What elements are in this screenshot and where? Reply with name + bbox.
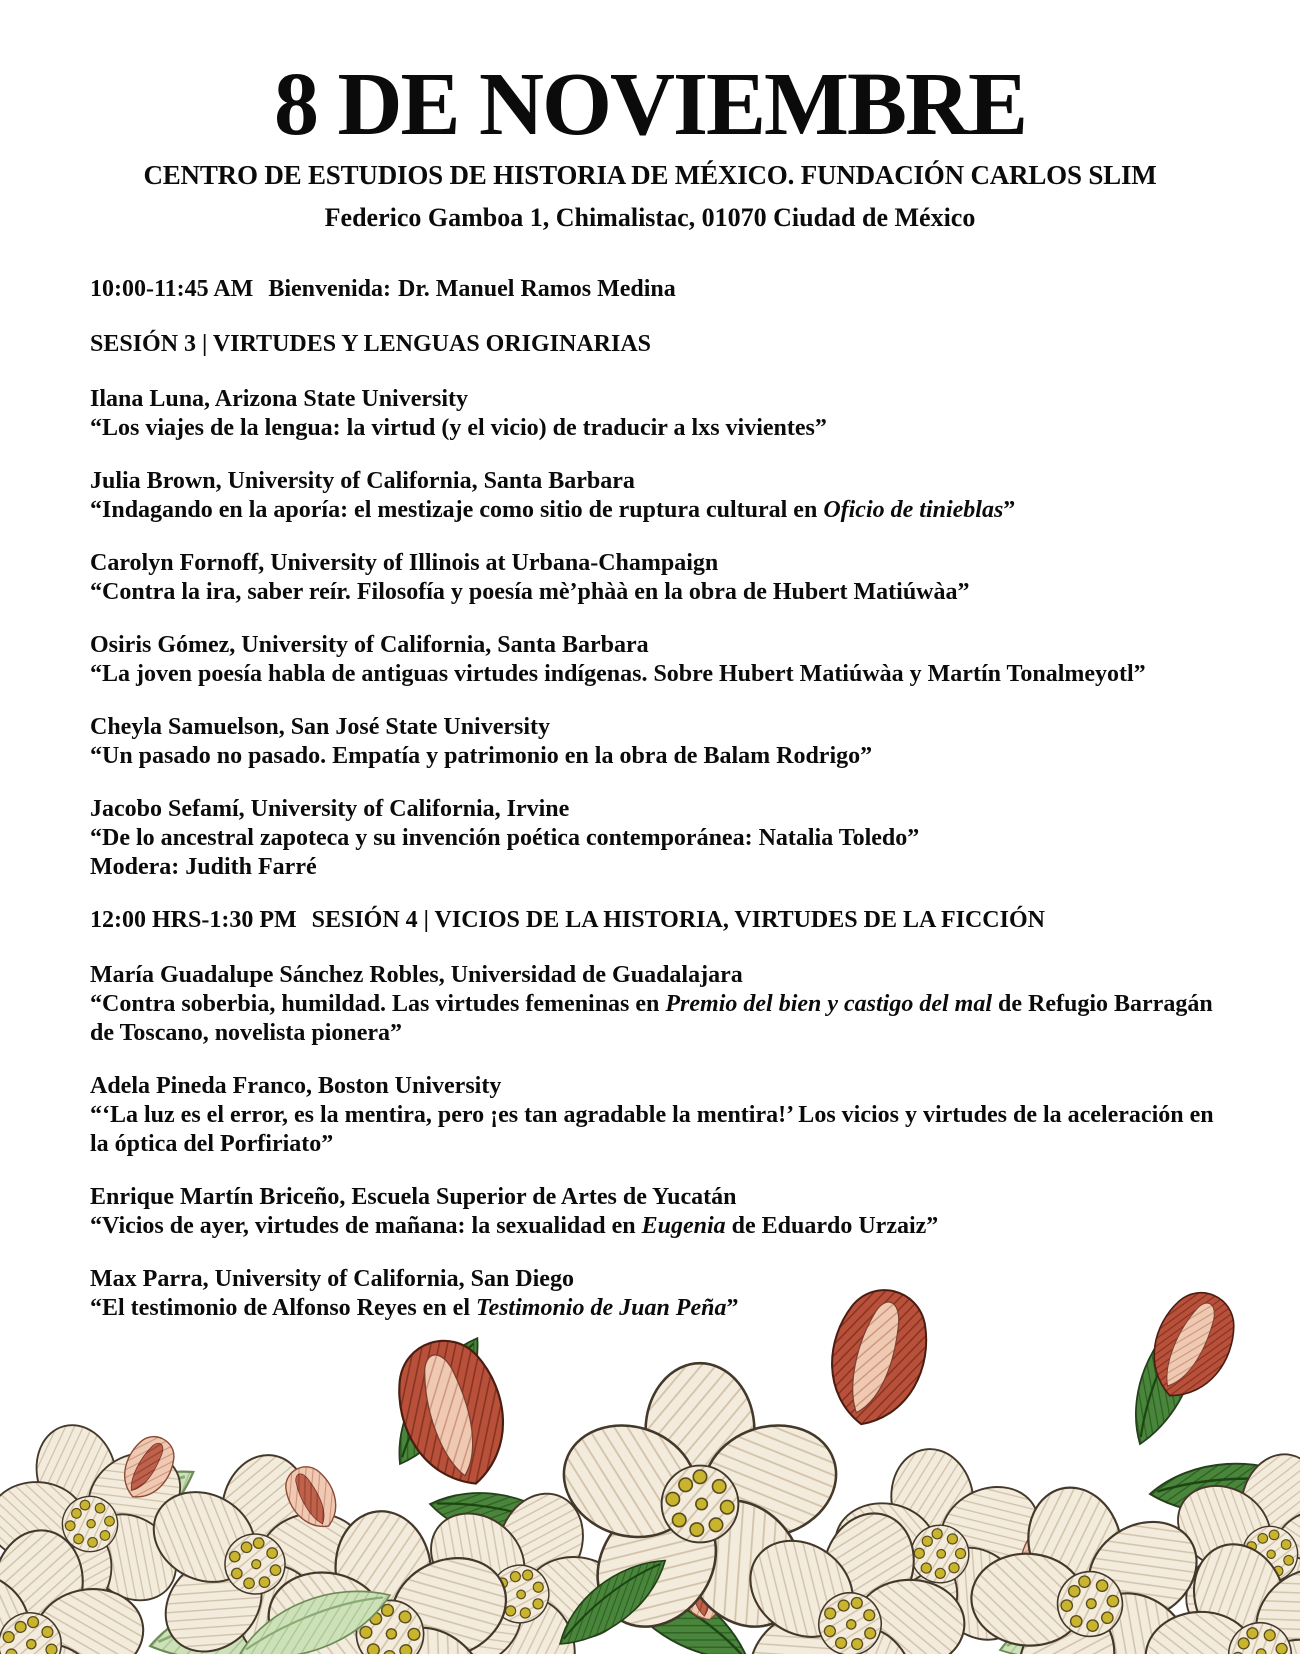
talk-speaker: María Guadalupe Sánchez Robles, Universidad de Guadalajara xyxy=(90,962,743,988)
moderator-line: Modera: Judith Farré xyxy=(90,854,317,880)
header xyxy=(0,0,1300,233)
welcome-time: 10:00-11:45 AM xyxy=(90,276,254,302)
talk-title: “‘La luz es el error, es la mentira, pero ¡es tan agradable la mentira!’ Los vicios y virtudes de la aceleración en la óptica del Porfiriato” xyxy=(90,1102,1214,1157)
session4-heading xyxy=(90,906,1215,935)
talk-title: “Indagando en la aporía: el mestizaje como sitio de ruptura cultural en Oficio de tinieblas” xyxy=(90,497,1016,523)
venue-address: Federico Gamboa 1, Chimalistac, 01070 Ciudad de México xyxy=(324,203,976,232)
talk-title: “De lo ancestral zapoteca y su invención poética contemporánea: Natalia Toledo” xyxy=(90,825,920,851)
session3-heading: SESIÓN 3 | VIRTUDES Y LENGUAS ORIGINARIAS xyxy=(90,331,652,357)
talk-block xyxy=(90,1072,1215,1159)
talk-speaker: Osiris Gómez, University of California, Santa Barbara xyxy=(90,632,649,658)
talk-title: “Contra la ira, saber reír. Filosofía y poesía mè’phàà en la obra de Hubert Matiúwàa” xyxy=(90,579,970,605)
talk-title: “El testimonio de Alfonso Reyes en el Testimonio de Juan Peña” xyxy=(90,1295,739,1321)
talk-block xyxy=(90,795,1215,882)
talk-speaker: Enrique Martín Briceño, Escuela Superior de Artes de Yucatán xyxy=(90,1184,737,1210)
talk-block xyxy=(90,1183,1215,1241)
welcome-speaker: Dr. Manuel Ramos Medina xyxy=(398,276,676,302)
welcome-line xyxy=(90,275,1215,304)
session4-title: SESIÓN 4 | VICIOS DE LA HISTORIA, VIRTUDES DE LA FICCIÓN xyxy=(311,907,1045,933)
talk-block xyxy=(90,961,1215,1048)
talk-speaker: Adela Pineda Franco, Boston University xyxy=(90,1073,502,1099)
session4-time: 12:00 HRS-1:30 PM xyxy=(90,907,297,933)
talk-block xyxy=(90,549,1215,607)
floral-illustration xyxy=(0,1254,1300,1654)
talk-speaker: Max Parra, University of California, San Diego xyxy=(90,1266,574,1292)
talk-title: “Vicios de ayer, virtudes de mañana: la sexualidad en Eugenia de Eduardo Urzaiz” xyxy=(90,1213,939,1239)
talk-title: “Un pasado no pasado. Empatía y patrimonio en la obra de Balam Rodrigo” xyxy=(90,743,873,769)
talk-title: “La joven poesía habla de antiguas virtudes indígenas. Sobre Hubert Matiúwàa y Martín Tonalmeyotl” xyxy=(90,661,1146,687)
page-title: 8 DE NOVIEMBRE xyxy=(273,55,1027,154)
talk-speaker: Carolyn Fornoff, University of Illinois at Urbana-Champaign xyxy=(90,550,719,576)
venue-name: CENTRO DE ESTUDIOS DE HISTORIA DE MÉXICO. FUNDACIÓN CARLOS SLIM xyxy=(143,160,1157,190)
talk-block xyxy=(90,385,1215,443)
talk-speaker: Ilana Luna, Arizona State University xyxy=(90,386,469,412)
talk-speaker: Jacobo Sefamí, University of California, Irvine xyxy=(90,796,570,822)
talk-block xyxy=(90,713,1215,771)
talk-block xyxy=(90,631,1215,689)
talk-title: “Contra soberbia, humildad. Las virtudes femeninas en Premio del bien y castigo del mal de Refugio Barragán de Toscano, novelista pionera” xyxy=(90,991,1213,1046)
talk-speaker: Julia Brown, University of California, Santa Barbara xyxy=(90,468,635,494)
talk-block xyxy=(90,467,1215,525)
talk-speaker: Cheyla Samuelson, San José State University xyxy=(90,714,551,740)
schedule xyxy=(90,275,1215,1323)
talk-title: “Los viajes de la lengua: la virtud (y el vicio) de traducir a lxs vivientes” xyxy=(90,415,827,441)
welcome-label: Bienvenida: xyxy=(268,276,391,302)
